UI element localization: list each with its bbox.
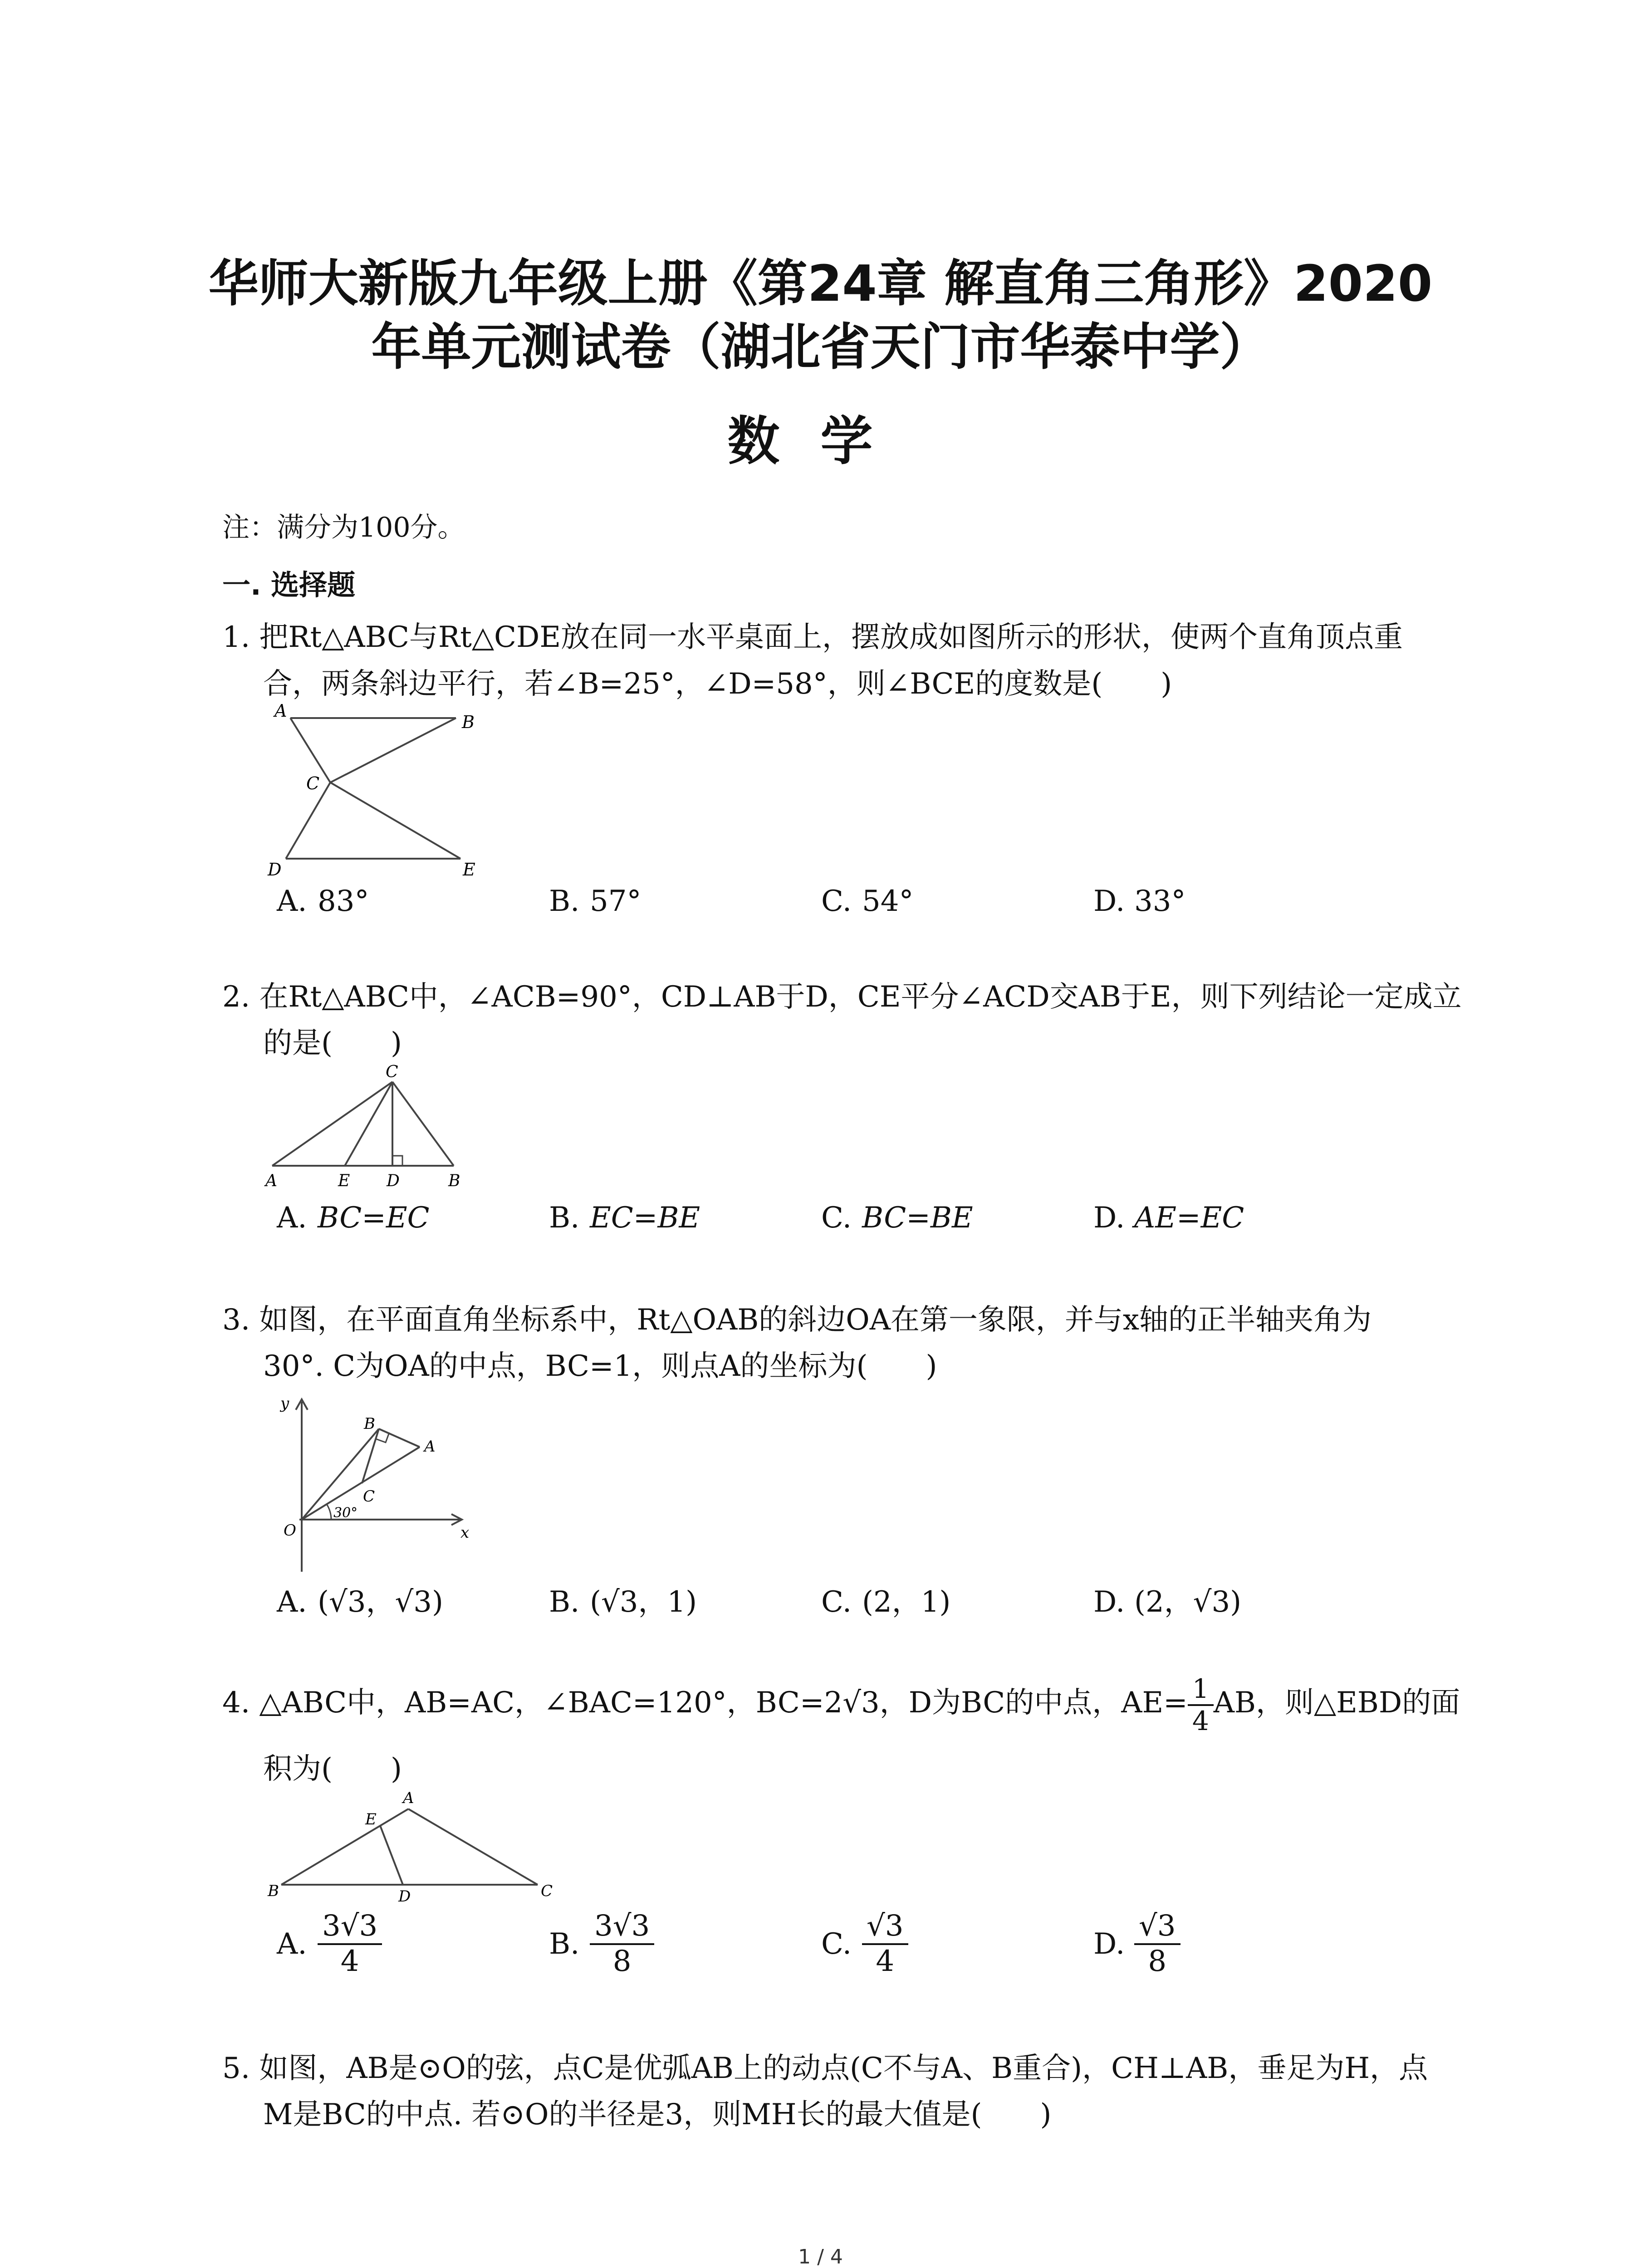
q4-label-b: B [268, 1882, 279, 1900]
q4-label-d: D [398, 1887, 411, 1906]
q1-text-line-2: 合，两条斜边平行，若∠B=25°，∠D=58°，则∠BCE的度数是( ) [263, 667, 1172, 701]
q3-label-angle: 30° [333, 1505, 358, 1521]
q5-text-line-2: M是BC的中点. 若⊙O的半径是3，则MH长的最大值是( ) [263, 2098, 1052, 2131]
q4-text-line-1: 4. △ABC中，AB=AC，∠BAC=120°，BC=2√3，D为BC的中点，AE= $\frac{1}{4}$ AB，则△EBD的面 [222, 1673, 1460, 1736]
q3-label-y: y [280, 1394, 289, 1413]
q2-text-line-2: 的是( ) [263, 1026, 402, 1060]
q1-figure [254, 701, 499, 882]
q4-label-e: E [365, 1810, 377, 1828]
q2-line-ce [345, 1082, 392, 1166]
q1-label-a: A [274, 701, 287, 721]
q2-option-c[interactable]: C. BC=BE [821, 1201, 973, 1235]
q2-label-e: E [338, 1172, 350, 1190]
q3-text-line-2: 30°. C为OA的中点，BC=1，则点A的坐标为( ) [263, 1349, 937, 1383]
q3-figure [259, 1388, 495, 1579]
q3-option-a[interactable]: A. (√3，√3) [277, 1585, 443, 1619]
q1-option-d[interactable]: D. 33° [1093, 885, 1186, 918]
q3-text-line-1: 3. 如图，在平面直角坐标系中，Rt△OAB的斜边OA在第一象限，并与x轴的正半轴夹角为 [222, 1303, 1372, 1337]
q4-option-a[interactable]: A. $\frac{3√3}{4}$ [277, 1910, 382, 1978]
q1-label-b: B [462, 712, 475, 732]
q1-option-b[interactable]: B. 57° [549, 885, 642, 918]
score-note: 注：满分为100分。 [222, 512, 465, 543]
q1-line-bc [330, 718, 456, 782]
q1-line-ac [290, 718, 330, 782]
q4-line-ed [380, 1826, 403, 1885]
q3-option-c[interactable]: C. (2，1) [821, 1585, 951, 1619]
q4-label-a: A [403, 1789, 414, 1807]
q2-text-line-1: 2. 在Rt△ABC中，∠ACB=90°，CD⊥AB于D，CE平分∠ACD交AB于E，则下列结论一定成立 [222, 980, 1462, 1014]
q3-label-b: B [364, 1415, 375, 1433]
q2-label-a: A [265, 1172, 277, 1190]
q1-option-a[interactable]: A. 83° [277, 885, 369, 918]
q3-label-a: A [424, 1437, 436, 1456]
q4-figure [259, 1783, 567, 1914]
q3-angle-arc [327, 1504, 331, 1520]
q3-label-c: C [363, 1487, 375, 1505]
q1-line-ce [330, 782, 460, 859]
subject-heading: 数学 [727, 411, 914, 472]
q3-option-d[interactable]: D. (2，√3) [1093, 1585, 1242, 1619]
title-line-2: 年单元测试卷（湖北省天门市华泰中学） [371, 318, 1270, 376]
q2-option-b[interactable]: B. EC=BE [549, 1201, 700, 1235]
q2-option-a[interactable]: A. BC=EC [277, 1201, 430, 1235]
q2-line-bc [392, 1082, 454, 1166]
page-number: 1 / 4 [798, 2245, 843, 2268]
q1-option-c[interactable]: C. 54° [821, 885, 914, 918]
q2-label-c: C [386, 1063, 398, 1081]
q3-line-ba [379, 1429, 420, 1447]
q4-option-d[interactable]: D. $\frac{√3}{8}$ [1093, 1910, 1181, 1978]
q4-fraction: $\frac{1}{4}$ [1188, 1674, 1214, 1736]
q5-text-line-1: 5. 如图，AB是⊙O的弦，点C是优弧AB上的动点(C不与A、B重合)，CH⊥AB，垂足为H，点 [222, 2052, 1428, 2085]
q2-line-ac [272, 1082, 392, 1166]
q4-option-c[interactable]: C. $\frac{√3}{4}$ [821, 1910, 908, 1978]
q1-label-d: D [268, 860, 282, 880]
q1-label-e: E [463, 860, 475, 880]
q4-option-b[interactable]: B. $\frac{3√3}{8}$ [549, 1910, 654, 1978]
q2-figure [254, 1061, 472, 1198]
q1-line-cd [286, 782, 330, 859]
q2-label-b: B [448, 1172, 460, 1190]
q2-right-angle-mark [392, 1156, 402, 1166]
q3-line-bc [362, 1429, 379, 1483]
q1-text-line-1: 1. 把Rt△ABC与Rt△CDE放在同一水平桌面上，摆放成如图所示的形状，使两个直角顶点重 [222, 621, 1403, 654]
q3-label-o: O [284, 1521, 296, 1540]
q2-label-d: D [387, 1172, 400, 1190]
q2-option-d[interactable]: D. AE=EC [1093, 1201, 1244, 1235]
q4-line-ac [408, 1809, 538, 1885]
q4-text-line-2: 积为( ) [263, 1752, 402, 1786]
q3-label-x: x [460, 1524, 470, 1542]
q4-label-c: C [541, 1882, 553, 1900]
q3-line-oa [302, 1447, 420, 1520]
title-line-1: 华师大新版九年级上册《第24章 解直角三角形》2020 [208, 254, 1433, 313]
section-heading: 一. 选择题 [222, 568, 356, 601]
q3-option-b[interactable]: B. (√3，1) [549, 1585, 697, 1619]
q1-label-c: C [306, 773, 320, 793]
